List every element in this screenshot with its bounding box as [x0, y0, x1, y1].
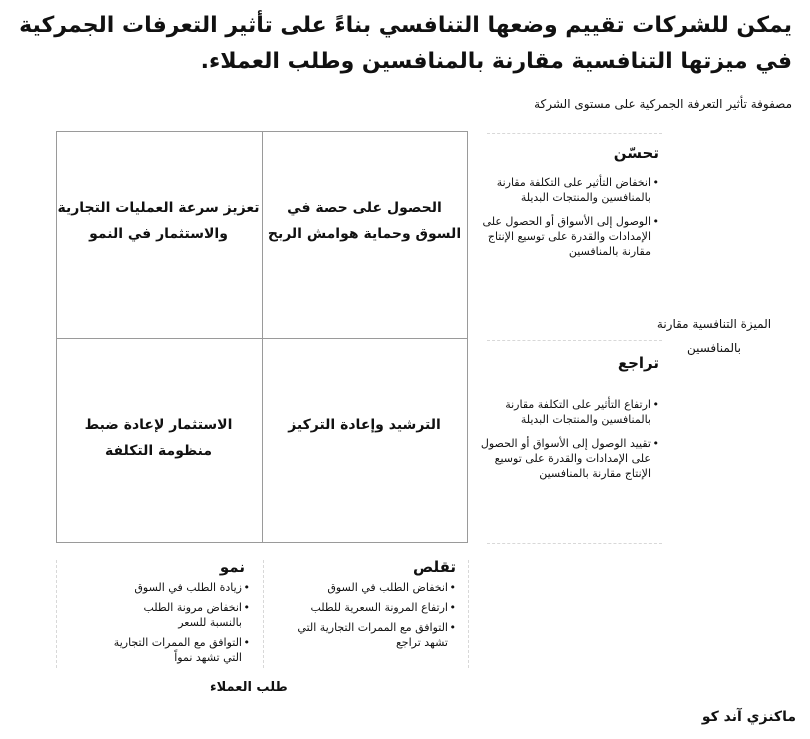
list-item: • ارتفاع التأثير على التكلفة مقارنة بالمنافسين والمنتجات البديلة: [479, 397, 659, 427]
list-item: • انخفاض مرونة الطلب بالنسبة للسعر: [110, 600, 250, 630]
list-item: • تقييد الوصول إلى الأسواق أو الحصول على الإمدادات والقدرة على توسيع الإنتاج مقارنة بالمنافسين: [479, 436, 659, 481]
divider-growth-left: [56, 560, 57, 668]
growth-title: نمو: [219, 558, 245, 576]
page-title: [19, 8, 792, 80]
quadrant-top-right: الحصول على حصة في السوق وحماية هوامش الربح: [267, 200, 462, 242]
list-item: • التوافق مع الممرات التجارية التي تشهد نمواً: [110, 635, 250, 665]
matrix-vertical-divider: [262, 131, 263, 543]
improve-title: تحسّن: [613, 144, 659, 162]
shrink-bullets: [281, 580, 456, 655]
divider-improve-top: [487, 133, 662, 134]
divider-growth-right: [263, 560, 264, 668]
divider-shrink-right: [468, 560, 469, 668]
brand-logo: ماكنزي آند كو: [701, 709, 796, 725]
list-item: • انخفاض الطلب في السوق: [281, 580, 456, 595]
matrix-horizontal-divider: [56, 338, 468, 339]
quadrant-top-left: تعزيز سرعة العمليات التجارية والاستثمار في النمو: [57, 200, 260, 242]
list-item: • التوافق مع الممرات التجارية التي تشهد تراجع: [281, 620, 456, 650]
divider-decline-top: [487, 340, 662, 341]
divider-decline-bottom: [487, 543, 662, 544]
shrink-title: تقلص: [412, 558, 456, 576]
decline-bullets: [479, 397, 659, 490]
quadrant-bottom-left: الاستثمار لإعادة ضبط منظومة التكلفة: [84, 417, 233, 459]
axis-label-customer-demand: طلب العملاء: [210, 680, 288, 695]
list-item: • الوصول إلى الأسواق أو الحصول على الإمدادات والقدرة على توسيع الإنتاج مقارنة بالمنافسين: [479, 214, 659, 259]
list-item: • انخفاض التأثير على التكلفة مقارنة بالمنافسين والمنتجات البديلة: [479, 175, 659, 205]
improve-bullets: [479, 175, 659, 268]
title-line-1: يمكن للشركات تقييم وضعها التنافسي بناءً على تأثير التعرفات الجمركية: [19, 13, 792, 38]
decline-title: تراجع: [617, 354, 659, 372]
matrix-subtitle: مصفوفة تأثير التعرفة الجمركية على مستوى الشركة: [534, 97, 792, 111]
growth-bullets: [110, 580, 250, 670]
list-item: • زيادة الطلب في السوق: [110, 580, 250, 595]
title-line-2: في ميزتها التنافسية مقارنة بالمنافسين وطلب العملاء.: [200, 49, 792, 74]
axis-label-competitive-advantage: الميزة التنافسية مقارنة بالمنافسين: [656, 317, 772, 355]
quadrant-bottom-right: الترشيد وإعادة التركيز: [288, 417, 441, 433]
list-item: • ارتفاع المرونة السعرية للطلب: [281, 600, 456, 615]
